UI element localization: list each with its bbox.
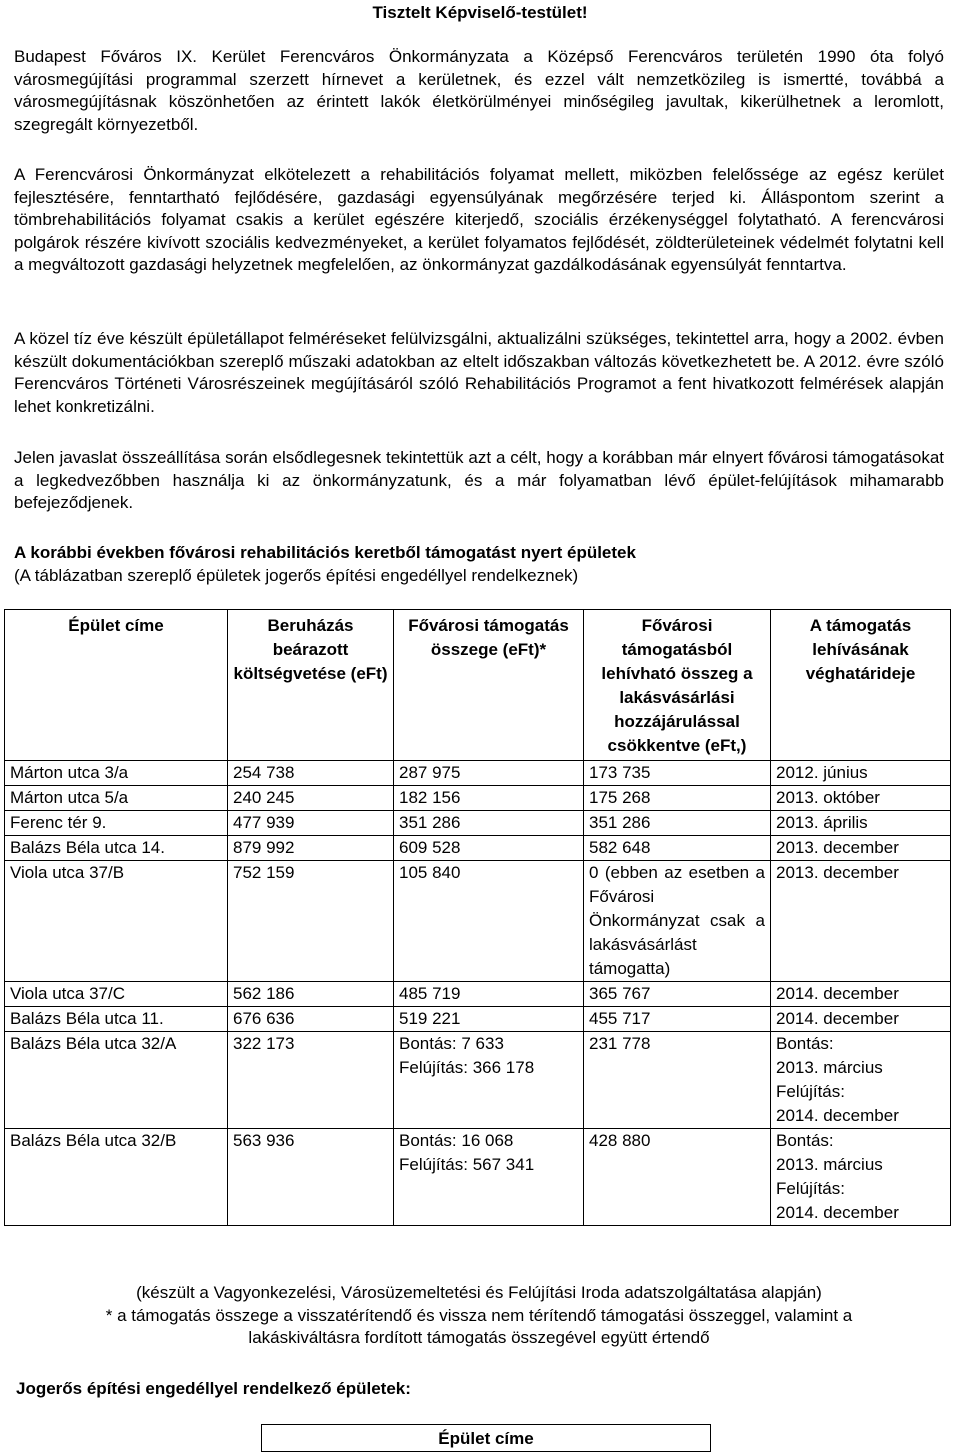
cell-drawable: 582 648 xyxy=(584,836,771,861)
cell-budget: 563 936 xyxy=(228,1129,394,1226)
cell-address: Balázs Béla utca 32/B xyxy=(5,1129,228,1226)
permitted-buildings-table xyxy=(261,1424,711,1452)
cell-deadline: 2013. december xyxy=(771,861,951,982)
cell-drawable: 428 880 xyxy=(584,1129,771,1226)
cell-grant: 351 286 xyxy=(394,811,584,836)
cell-address: Ferenc tér 9. xyxy=(5,811,228,836)
table-row xyxy=(5,811,951,836)
cell-deadline: 2014. december xyxy=(771,1007,951,1032)
paragraph-survey: A közel tíz éve készült épületállapot felméréseket felülvizsgálni, aktualizálni szükséges, tekintettel arra, hogy a 2002. évben készült dokumentációkban szereplő műszaki adatokban az eltelt időszakban változás következhetett be. A 2012. évre szóló Ferencváros Történeti Városrészeinek megújításáról szóló Rehabilitációs Programot a fent hivatkozott felmérések alapján lehet konkretizálni. xyxy=(14,329,944,416)
cell-grant: Bontás: 16 068 Felújítás: 567 341 xyxy=(394,1129,584,1226)
cell-deadline: 2013. december xyxy=(771,836,951,861)
table-row xyxy=(5,1129,951,1226)
header-deadline: A támogatás lehívásának véghatárideje xyxy=(771,610,951,761)
footnote-asterisk-line2: lakáskiváltásra fordított támogatás összegével együtt értendő xyxy=(248,1328,710,1347)
cell-budget: 240 245 xyxy=(228,786,394,811)
funded-buildings-table xyxy=(4,609,951,1226)
cell-budget: 477 939 xyxy=(228,811,394,836)
cell-budget: 752 159 xyxy=(228,861,394,982)
table-header-row xyxy=(5,610,951,761)
cell-grant: 105 840 xyxy=(394,861,584,982)
cell-budget: 562 186 xyxy=(228,982,394,1007)
table-row xyxy=(5,982,951,1007)
header-investment-budget: Beruházás beárazott költségvetése (eFt) xyxy=(228,610,394,761)
header-building-address: Épület címe xyxy=(5,610,228,761)
cell-address: Márton utca 3/a xyxy=(5,761,228,786)
cell-address: Márton utca 5/a xyxy=(5,786,228,811)
cell-address: Balázs Béla utca 32/A xyxy=(5,1032,228,1129)
cell-budget: 879 992 xyxy=(228,836,394,861)
cell-address: Balázs Béla utca 11. xyxy=(5,1007,228,1032)
header-grant-amount: Fővárosi támogatás összege (eFt)* xyxy=(394,610,584,761)
cell-deadline: 2013. október xyxy=(771,786,951,811)
document-title: Tisztelt Képviselő-testület! xyxy=(372,3,588,22)
cell-grant: 485 719 xyxy=(394,982,584,1007)
cell-grant: 287 975 xyxy=(394,761,584,786)
table-row xyxy=(5,1007,951,1032)
header-drawable-amount: Fővárosi támogatásból lehívható összeg a lakásvásárlási hozzájárulással csökkentve (eFt,) xyxy=(584,610,771,761)
cell-grant: 609 528 xyxy=(394,836,584,861)
table-row xyxy=(5,786,951,811)
table-row xyxy=(5,761,951,786)
cell-deadline: Bontás: 2013. március Felújítás: 2014. december xyxy=(771,1129,951,1226)
cell-budget: 254 738 xyxy=(228,761,394,786)
header-building-address: Épület címe xyxy=(262,1425,711,1452)
cell-address: Balázs Béla utca 14. xyxy=(5,836,228,861)
cell-grant: Bontás: 7 633 Felújítás: 366 178 xyxy=(394,1032,584,1129)
paragraph-proposal: Jelen javaslat összeállítása során elsődlegesnek tekintettük azt a célt, hogy a korábban már elnyert fővárosi támogatásokat a legkedvezőbben használja ki az önkormányzatunk, és a már folyamatban lévő épület-felújítások mihamarabb befejeződjenek. xyxy=(14,448,944,512)
cell-drawable: 351 286 xyxy=(584,811,771,836)
cell-grant: 182 156 xyxy=(394,786,584,811)
cell-drawable: 173 735 xyxy=(584,761,771,786)
section-heading-funded-buildings: A korábbi években fővárosi rehabilitációs keretből támogatást nyert épületek xyxy=(14,543,636,562)
cell-drawable: 0 (ebben az esetben a Fővárosi Önkormányzat csak a lakásvásárlást támogatta) xyxy=(584,861,771,982)
cell-budget: 322 173 xyxy=(228,1032,394,1129)
table-row xyxy=(5,861,951,982)
cell-deadline: 2013. április xyxy=(771,811,951,836)
paragraph-commitment: A Ferencvárosi Önkormányzat elkötelezett a rehabilitációs folyamat mellett, miközben felelőssége az egész kerület fejlesztésére, fenntartható fejlődésére, gazdasági egyensúlyának megőrzésére terjed ki. Álláspontom szerint a tömbrehabilitációs folyamat csakis a kerület egészére kiterjedő, szociális érzékenységgel folytatható. A ferencvárosi polgárok részére kivívott szociális kedvezményeket, a kerület folyamatos fejlődését, zöldterületeinek védelmét folytatni kell a megváltozott gazdasági helyzetnek megfelelően, az önkormányzat gazdálkodásának egyensúlyát fenntartva. xyxy=(14,165,944,274)
cell-drawable: 175 268 xyxy=(584,786,771,811)
paragraph-intro: Budapest Főváros IX. Kerület Ferencváros Önkormányzata a Középső Ferencváros területén 1990 óta folyó városmegújítási programmal szerzett hírnevet a kerületnek, és ezzel vált nemzetközileg is ismertté, továbbá a városmegújításnak köszönhetően az érintett lakók életkörülményei minőségileg javultak, kikerülhetnek a leromlott, szegregált környezetből. xyxy=(14,47,944,134)
cell-address: Viola utca 37/B xyxy=(5,861,228,982)
cell-drawable: 231 778 xyxy=(584,1032,771,1129)
cell-drawable: 455 717 xyxy=(584,1007,771,1032)
cell-deadline: 2012. június xyxy=(771,761,951,786)
footnote-asterisk-line1: * a támogatás összege a visszatérítendő és vissza nem térítendő támogatási összeggel, valamint a xyxy=(105,1306,853,1325)
footnote-source: (készült a Vagyonkezelési, Városüzemeltetési és Felújítási Iroda adatszolgáltatása alapján) xyxy=(136,1283,822,1302)
cell-drawable: 365 767 xyxy=(584,982,771,1007)
table-row xyxy=(5,836,951,861)
table-row xyxy=(5,1032,951,1129)
cell-budget: 676 636 xyxy=(228,1007,394,1032)
cell-address: Viola utca 37/C xyxy=(5,982,228,1007)
cell-deadline: 2014. december xyxy=(771,982,951,1007)
cell-deadline: Bontás: 2013. március Felújítás: 2014. december xyxy=(771,1032,951,1129)
cell-grant: 519 221 xyxy=(394,1007,584,1032)
section-heading-permitted-buildings: Jogerős építési engedéllyel rendelkező épületek: xyxy=(16,1379,411,1398)
section-subheading-note: (A táblázatban szereplő épületek jogerős építési engedéllyel rendelkeznek) xyxy=(14,566,579,585)
table-header-row xyxy=(262,1425,711,1452)
